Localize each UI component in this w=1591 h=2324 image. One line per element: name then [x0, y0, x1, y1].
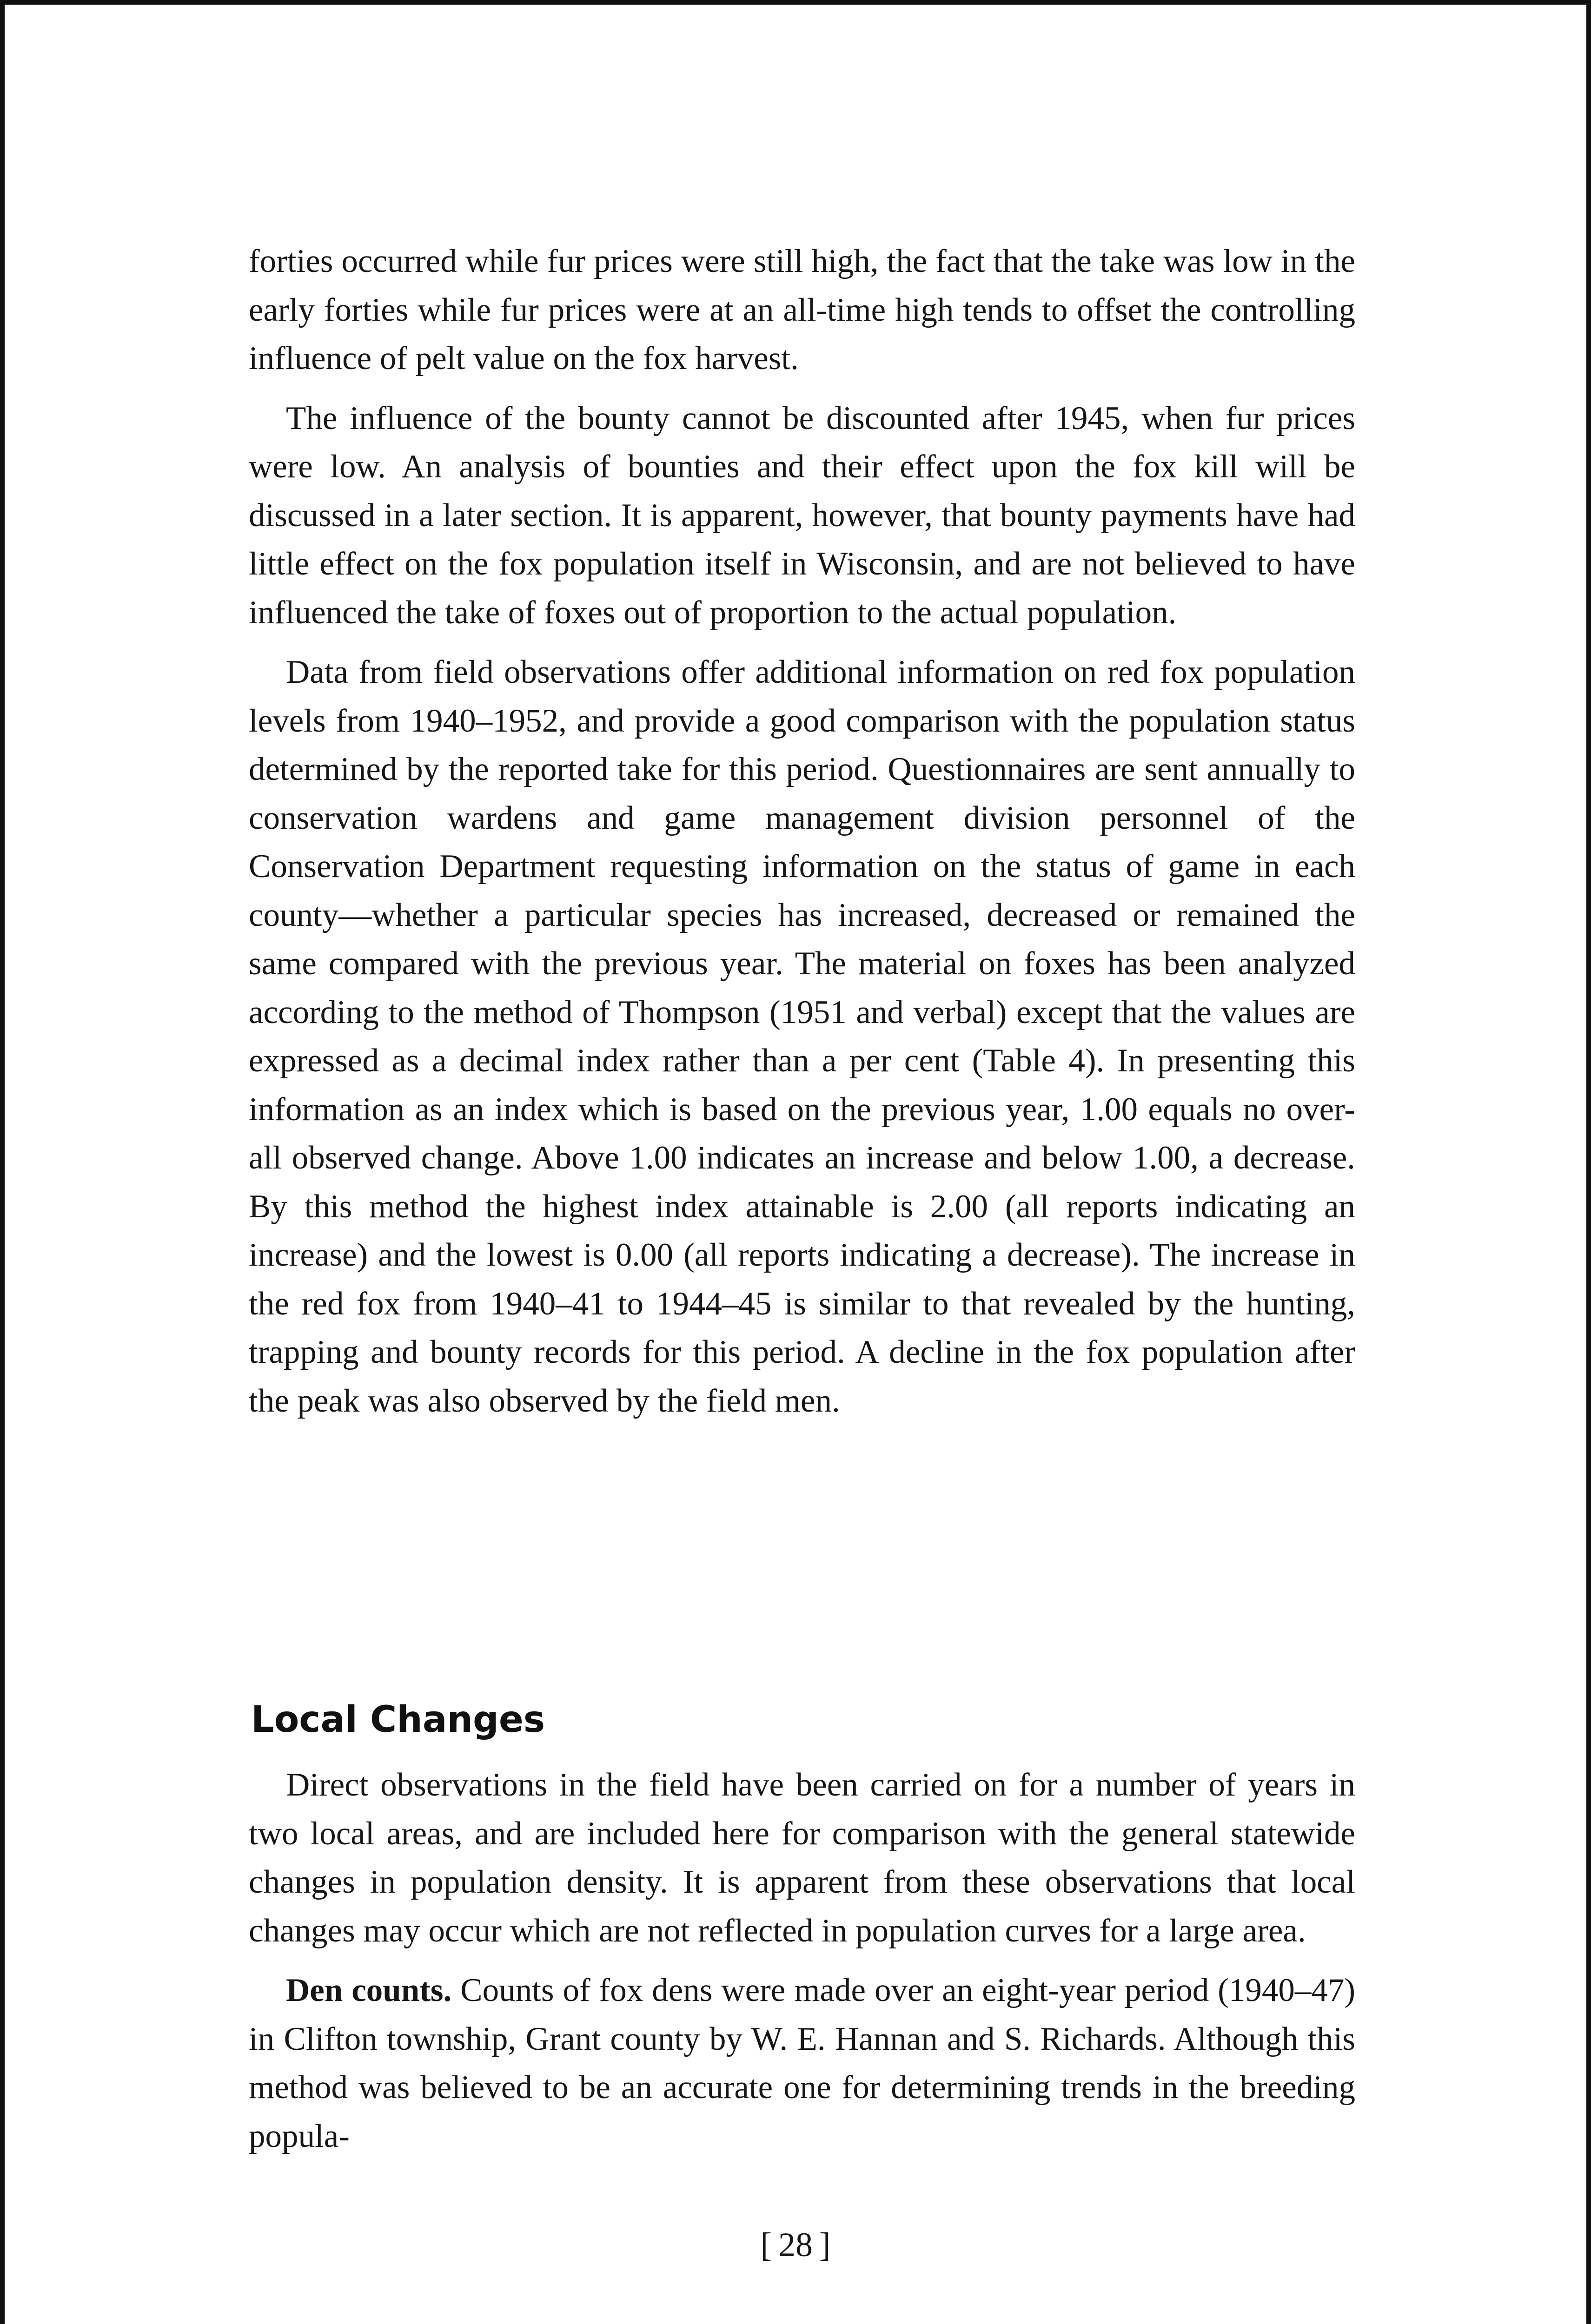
paragraph-den-counts: [249, 1966, 1355, 2160]
paragraph-continued: forties occurred while fur prices were still high, the fact that the take was low in the early forties while fur prices were at an all-time high tends to offset the controlling influence of pelt value on the fox harvest.: [249, 243, 1355, 376]
paragraph-direct-observations: Direct observations in the field have been carried on for a number of years in two local areas, and are included here for comparison with the general statewide changes in population density. It is apparent from these observations that local changes may occur which are not reflected in population curves for a large area.: [249, 1767, 1355, 1949]
bracket-close: ]: [819, 2226, 831, 2264]
den-counts-text: Counts of fox dens were made over an eight-year period (1940–47) in Clifton township, Grant county by W. E. Hannan and S. Richards. Although this method was believed to be an accurate one for determining trends in the breeding popula-: [249, 1972, 1355, 2154]
bracket-open: [: [760, 2226, 772, 2264]
paragraph-bounty-influence: The influence of the bounty cannot be discounted after 1945, when fur prices were low. An analysis of bounties and their effect upon the fox kill will be discussed in a later section. It is apparent, however, that bounty payments have had little effect on the fox population itself in Wisconsin, and are not believed to have influenced the take of foxes out of proportion to the actual population.: [249, 400, 1355, 631]
section-heading-local-changes: Local Changes: [251, 1699, 545, 1741]
page-number: 28: [778, 2226, 813, 2264]
page-number-footer: [0, 2222, 1591, 2268]
paragraph-field-observations: Data from field observations offer additional information on red fox population levels from 1940–1952, and provide a good comparison with the population status determined by the reported take for this period. Questionnaires are sent annually to conservation wardens and game management division personnel of the Conservation Department requesting information on the status of game in each county—whether a particular species has increased, decreased or remained the same compared with the previous year. The material on foxes has been analyzed according to the method of Thompson (1951 and verbal) except that the values are expressed as a decimal index rather than a per cent (Table 4). In presenting this information as an index which is based on the previous year, 1.00 equals no over-all observed change. Above 1.00 indicates an increase and below 1.00, a decrease. By this method the highest index attainable is 2.00 (all reports indicating an increase) and the lowest is 0.00 (all reports indicating a decrease). The increase in the red fox from 1940–41 to 1944–45 is similar to that revealed by the hunting, trapping and bounty records for this period. A decline in the fox population after the peak was also observed by the field men.: [249, 654, 1355, 1419]
body-text-top: [249, 237, 1355, 1425]
den-counts-run-in-heading: Den counts.: [286, 1972, 452, 2008]
body-text-bottom: [249, 1761, 1355, 2160]
